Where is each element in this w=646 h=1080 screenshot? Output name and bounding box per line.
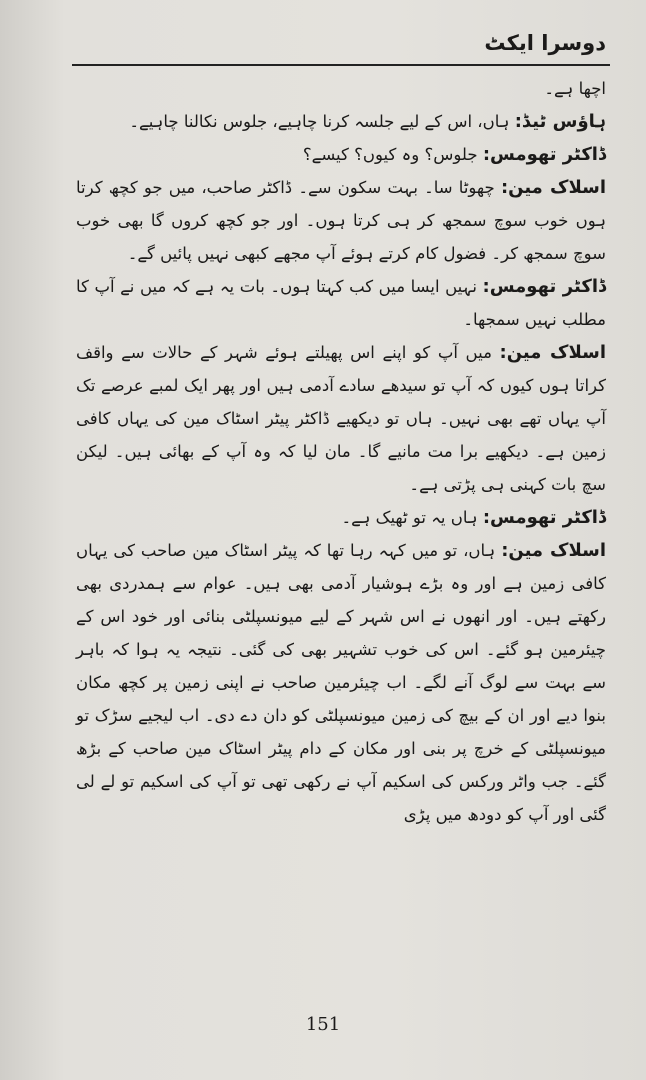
dialogue-paragraph xyxy=(76,171,606,270)
dialogue-paragraph xyxy=(76,534,606,831)
dialogue-text: جلوس؟ وہ کیوں؟ کیسے؟ xyxy=(302,145,478,164)
dialogue-paragraph xyxy=(76,501,606,534)
speaker-name: اسلاک مین: xyxy=(501,540,607,561)
dialogue-paragraph xyxy=(76,105,606,138)
running-head-title: دوسرا ایکٹ xyxy=(484,31,606,55)
dialogue-paragraph xyxy=(76,270,606,336)
header-rule xyxy=(72,64,610,66)
speaker-name: ڈاکٹر تھومس: xyxy=(482,507,606,528)
speaker-name: اسلاک مین: xyxy=(500,177,606,198)
dialogue-text: ہاں یہ تو ٹھیک ہے۔ xyxy=(341,508,478,527)
page-number: 151 xyxy=(305,1014,341,1035)
speaker-name: ڈاکٹر تھومس: xyxy=(482,276,606,297)
dialogue-paragraph xyxy=(76,72,606,105)
dialogue-paragraph xyxy=(76,336,606,501)
dialogue-text: ہاں، اس کے لیے جلسہ کرنا چاہیے، جلوس نکالنا چاہیے۔ xyxy=(129,112,510,131)
dialogue-text: میں آپ کو اپنے اس پھیلتے ہوئے شہر کے حالات سے واقف کراتا ہوں کیوں کہ آپ تو سیدھے سادے آدمی ہیں اور پھر ایک لمبے عرصے تک آپ یہاں تھے بھی نہیں۔ ہاں تو دیکھیے ڈاکٹر پیٹر اسٹاک مین کی یہاں کافی زمین ہے۔ دیکھیے برا مت مانیے گا۔ مان لیا کہ وہ آپ کے بھائی ہیں۔ لیکن سچ بات کہنی ہی پڑتی ہے۔ xyxy=(76,343,606,494)
play-dialogue-body xyxy=(76,72,606,831)
dialogue-text: اچھا ہے۔ xyxy=(544,79,606,98)
speaker-name: ڈاکٹر تھومس: xyxy=(482,144,606,165)
dialogue-text: نہیں ایسا میں کب کہتا ہوں۔ بات یہ ہے کہ میں نے آپ کا مطلب نہیں سمجھا۔ xyxy=(76,277,606,329)
dialogue-paragraph xyxy=(76,138,606,171)
speaker-name: اسلاک مین: xyxy=(499,342,606,363)
dialogue-text: ہاں، تو میں کہہ رہا تھا کہ پیٹر اسٹاک مین صاحب کی یہاں کافی زمین ہے اور وہ بڑے ہوشیار آدمی بھی ہیں۔ عوام سے ہمدردی بھی رکھتے ہیں۔ اور انھوں نے اس شہر کے لیے میونسپلٹی بنائی اور خود اس کے چیئرمین ہو گئے۔ اس کی خوب تشہیر بھی کی گئی۔ نتیجہ یہ ہوا کہ باہر سے بہت سے لوگ آنے لگے۔ اب چیئرمین صاحب نے اپنی زمین پر کچھ مکان بنوا دیے اور ان کے بیچ کی زمین میونسپلٹی کو دان دے دی۔ اب لیجیے سڑک تو میونسپلٹی کے خرچ پر بنی اور مکان کے دام پیٹر اسٹاک مین صاحب کے بڑھ گئے۔ جب واٹر ورکس کی اسکیم آپ نے رکھی تھی تو آپ کی اسکیم تو لے لی گئی اور آپ کو دودھ میں پڑی xyxy=(76,541,606,824)
speaker-name: ہاؤس ٹیڈ: xyxy=(514,111,606,132)
dialogue-text: چھوٹا سا۔ بہت سکون سے۔ ڈاکٹر صاحب، میں جو کچھ کرتا ہوں خوب سوچ سمجھ کر ہی کرتا ہوں۔ اور جو کچھ کروں گا بھی خوب سوچ سمجھ کر۔ فضول کام کرتے ہوئے آپ مجھے کبھی نہیں پائیں گے۔ xyxy=(76,178,606,263)
